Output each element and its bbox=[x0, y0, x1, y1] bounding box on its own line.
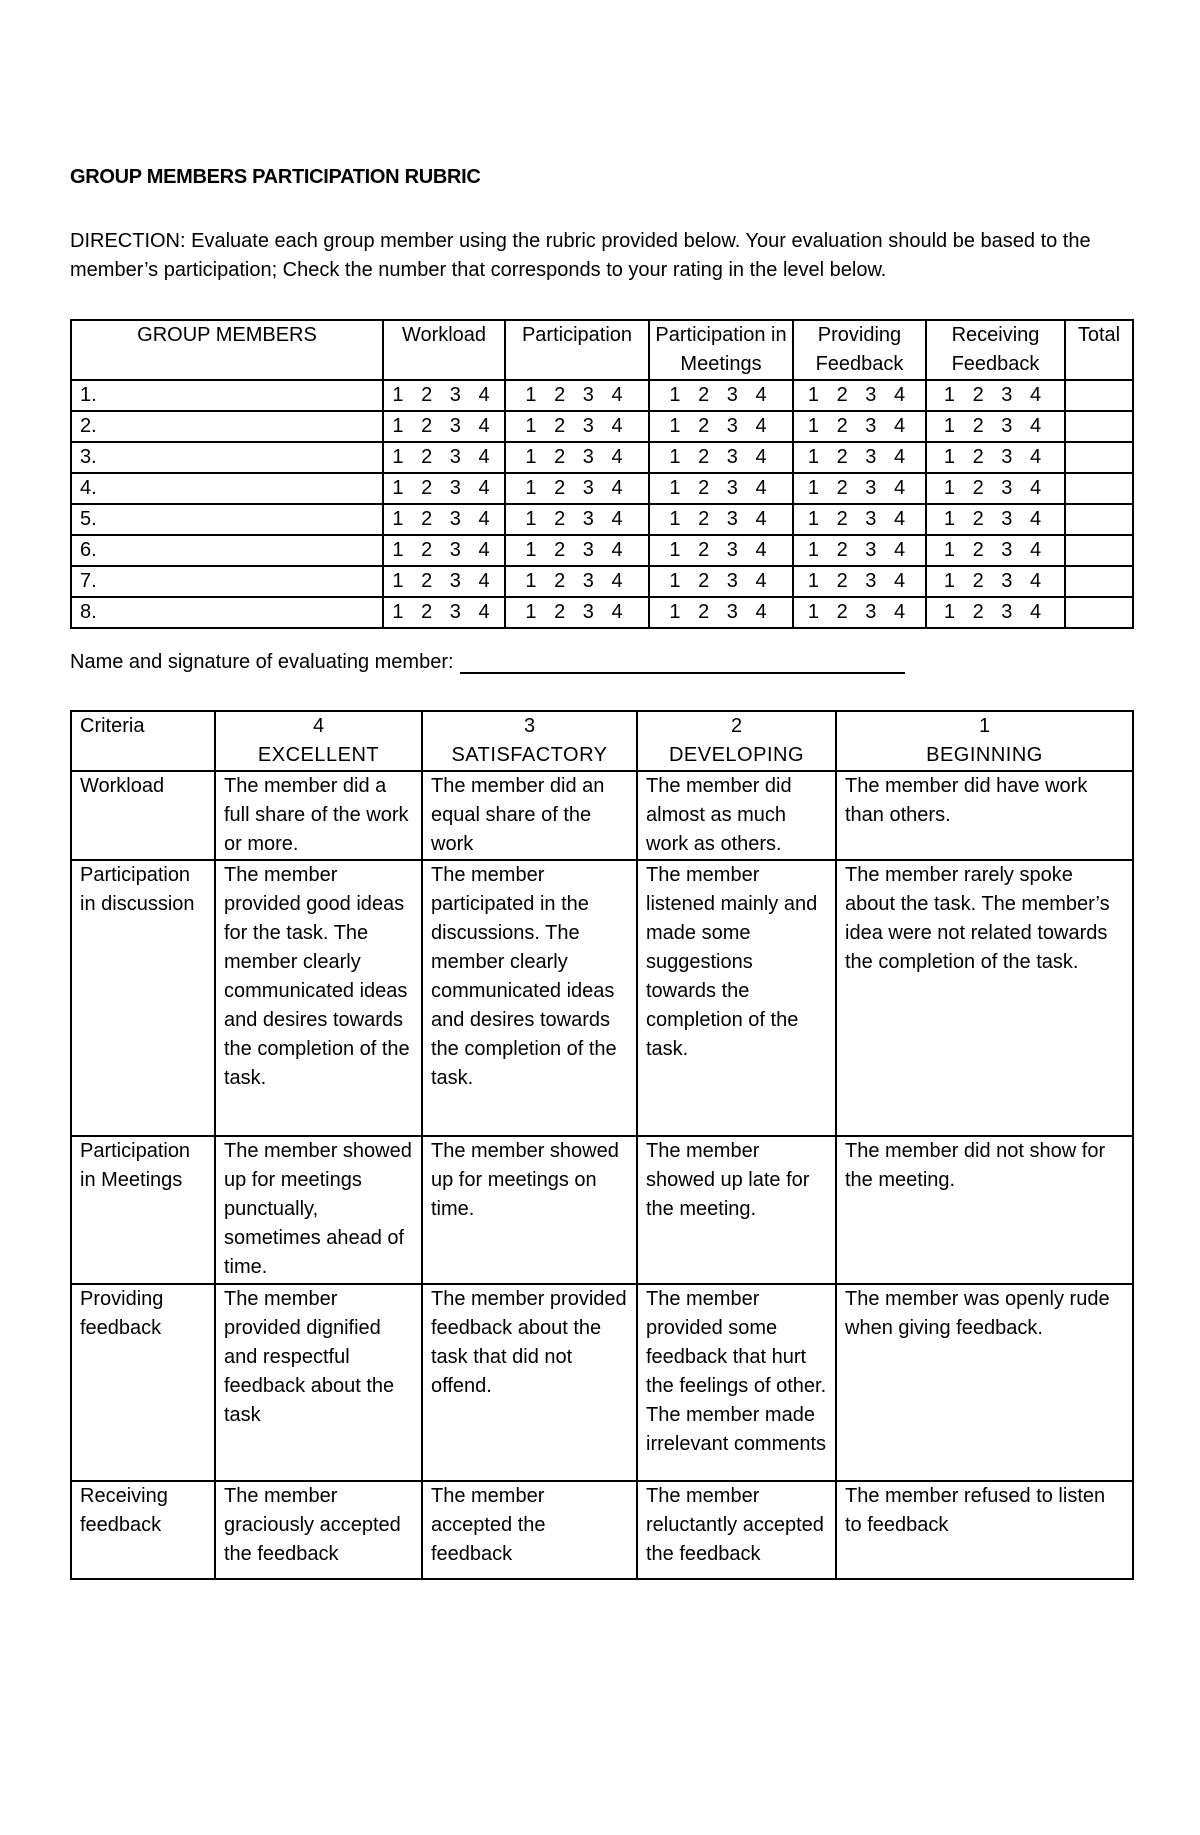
rating-participation-meetings[interactable]: 1 2 3 4 bbox=[649, 473, 793, 504]
rating-participation-meetings[interactable]: 1 2 3 4 bbox=[649, 380, 793, 411]
rating-participation-meetings[interactable]: 1 2 3 4 bbox=[649, 597, 793, 628]
header-criteria: Criteria bbox=[71, 711, 215, 771]
rating-participation[interactable]: 1 2 3 4 bbox=[505, 380, 649, 411]
rating-participation[interactable]: 1 2 3 4 bbox=[505, 566, 649, 597]
header-total: Total bbox=[1065, 320, 1133, 380]
criterion-label: Workload bbox=[71, 771, 215, 860]
level-number: 3 bbox=[523, 715, 536, 737]
header-participation-meetings: Participation in Meetings bbox=[649, 320, 793, 380]
rating-providing-feedback[interactable]: 1 2 3 4 bbox=[793, 442, 926, 473]
rating-workload[interactable]: 1 2 3 4 bbox=[383, 597, 505, 628]
rating-providing-feedback[interactable]: 1 2 3 4 bbox=[793, 566, 926, 597]
member-number: 7. bbox=[71, 566, 383, 597]
member-number: 2. bbox=[71, 411, 383, 442]
rating-workload[interactable]: 1 2 3 4 bbox=[383, 566, 505, 597]
total-cell[interactable] bbox=[1065, 504, 1133, 535]
rating-receiving-feedback[interactable]: 1 2 3 4 bbox=[926, 535, 1065, 566]
rating-receiving-feedback[interactable]: 1 2 3 4 bbox=[926, 473, 1065, 504]
criterion-label: Providing feedback bbox=[71, 1284, 215, 1481]
total-cell[interactable] bbox=[1065, 473, 1133, 504]
criteria-cell: The member provided good ideas for the task. The member clearly communicated ideas and desires towards the completion of the task. bbox=[215, 860, 422, 1136]
header-receiving-feedback: Receiving Feedback bbox=[926, 320, 1065, 380]
criteria-cell: The member did not show for the meeting. bbox=[836, 1136, 1133, 1284]
rating-workload[interactable]: 1 2 3 4 bbox=[383, 535, 505, 566]
criteria-row bbox=[71, 771, 1133, 860]
rating-receiving-feedback[interactable]: 1 2 3 4 bbox=[926, 380, 1065, 411]
level-number: 4 bbox=[312, 715, 325, 737]
criteria-cell: The member provided dignified and respectful feedback about the task bbox=[215, 1284, 422, 1481]
rating-receiving-feedback[interactable]: 1 2 3 4 bbox=[926, 442, 1065, 473]
member-number: 6. bbox=[71, 535, 383, 566]
rating-providing-feedback[interactable]: 1 2 3 4 bbox=[793, 597, 926, 628]
criteria-row bbox=[71, 1136, 1133, 1284]
criteria-row bbox=[71, 1284, 1133, 1481]
member-row bbox=[71, 380, 1133, 411]
level-name: EXCELLENT bbox=[257, 744, 380, 766]
criteria-cell: The member reluctantly accepted the feedback bbox=[637, 1481, 836, 1579]
rating-providing-feedback[interactable]: 1 2 3 4 bbox=[793, 535, 926, 566]
member-number: 4. bbox=[71, 473, 383, 504]
criteria-row bbox=[71, 860, 1133, 1136]
rating-participation-meetings[interactable]: 1 2 3 4 bbox=[649, 442, 793, 473]
criteria-cell: The member participated in the discussions. The member clearly communicated ideas and desires towards the completion of the task. bbox=[422, 860, 637, 1136]
criteria-cell: The member graciously accepted the feedback bbox=[215, 1481, 422, 1579]
criteria-cell: The member rarely spoke about the task. The member’s idea were not related towards the completion of the task. bbox=[836, 860, 1133, 1136]
rating-providing-feedback[interactable]: 1 2 3 4 bbox=[793, 504, 926, 535]
header-level-excellent bbox=[215, 711, 422, 771]
member-row bbox=[71, 535, 1133, 566]
total-cell[interactable] bbox=[1065, 597, 1133, 628]
rating-participation[interactable]: 1 2 3 4 bbox=[505, 504, 649, 535]
rating-participation[interactable]: 1 2 3 4 bbox=[505, 411, 649, 442]
total-cell[interactable] bbox=[1065, 535, 1133, 566]
level-name: DEVELOPING bbox=[668, 744, 805, 766]
rating-providing-feedback[interactable]: 1 2 3 4 bbox=[793, 473, 926, 504]
member-number: 1. bbox=[71, 380, 383, 411]
criteria-cell: The member did have work than others. bbox=[836, 771, 1133, 860]
member-number: 5. bbox=[71, 504, 383, 535]
level-name: SATISFACTORY bbox=[451, 744, 608, 766]
rating-participation[interactable]: 1 2 3 4 bbox=[505, 535, 649, 566]
member-row bbox=[71, 597, 1133, 628]
rating-participation[interactable]: 1 2 3 4 bbox=[505, 597, 649, 628]
criteria-cell: The member listened mainly and made some suggestions towards the completion of the task. bbox=[637, 860, 836, 1136]
criteria-cell: The member provided feedback about the task that did not offend. bbox=[422, 1284, 637, 1481]
criteria-cell: The member was openly rude when giving feedback. bbox=[836, 1284, 1133, 1481]
rating-receiving-feedback[interactable]: 1 2 3 4 bbox=[926, 566, 1065, 597]
criteria-row bbox=[71, 1481, 1133, 1579]
member-row bbox=[71, 566, 1133, 597]
total-cell[interactable] bbox=[1065, 411, 1133, 442]
member-row bbox=[71, 473, 1133, 504]
rating-participation-meetings[interactable]: 1 2 3 4 bbox=[649, 411, 793, 442]
member-number: 8. bbox=[71, 597, 383, 628]
criteria-rubric-table bbox=[70, 710, 1134, 1580]
rating-receiving-feedback[interactable]: 1 2 3 4 bbox=[926, 597, 1065, 628]
rating-workload[interactable]: 1 2 3 4 bbox=[383, 504, 505, 535]
signature-line[interactable] bbox=[460, 650, 905, 674]
rating-providing-feedback[interactable]: 1 2 3 4 bbox=[793, 411, 926, 442]
member-row bbox=[71, 504, 1133, 535]
criteria-cell: The member provided some feedback that hurt the feelings of other. The member made irrelevant comments bbox=[637, 1284, 836, 1481]
header-level-satisfactory bbox=[422, 711, 637, 771]
member-row bbox=[71, 411, 1133, 442]
header-providing-feedback: Providing Feedback bbox=[793, 320, 926, 380]
criteria-cell: The member accepted the feedback bbox=[422, 1481, 637, 1579]
criterion-label: Participation in discussion bbox=[71, 860, 215, 1136]
direction-text: DIRECTION: Evaluate each group member using the rubric provided below. Your evaluation should be based to the member’s participation; Check the number that corresponds to your rating in the level below. bbox=[70, 230, 1091, 281]
criteria-cell: The member refused to listen to feedback bbox=[836, 1481, 1133, 1579]
criteria-cell: The member did a full share of the work or more. bbox=[215, 771, 422, 860]
group-members-rating-table bbox=[70, 319, 1134, 629]
signature-label: Name and signature of evaluating member: bbox=[70, 651, 454, 673]
criterion-label: Participation in Meetings bbox=[71, 1136, 215, 1284]
criteria-cell: The member showed up for meetings punctually, sometimes ahead of time. bbox=[215, 1136, 422, 1284]
header-level-beginning bbox=[836, 711, 1133, 771]
rating-participation-meetings[interactable]: 1 2 3 4 bbox=[649, 566, 793, 597]
level-number: 2 bbox=[730, 715, 743, 737]
level-number: 1 bbox=[978, 715, 991, 737]
page-title: GROUP MEMBERS PARTICIPATION RUBRIC bbox=[70, 166, 481, 188]
rating-workload[interactable]: 1 2 3 4 bbox=[383, 473, 505, 504]
total-cell[interactable] bbox=[1065, 566, 1133, 597]
rating-workload[interactable]: 1 2 3 4 bbox=[383, 411, 505, 442]
criteria-cell: The member showed up late for the meeting. bbox=[637, 1136, 836, 1284]
rating-participation-meetings[interactable]: 1 2 3 4 bbox=[649, 535, 793, 566]
rating-participation-meetings[interactable]: 1 2 3 4 bbox=[649, 504, 793, 535]
total-cell[interactable] bbox=[1065, 380, 1133, 411]
criteria-cell: The member showed up for meetings on time. bbox=[422, 1136, 637, 1284]
rating-receiving-feedback[interactable]: 1 2 3 4 bbox=[926, 411, 1065, 442]
header-level-developing bbox=[637, 711, 836, 771]
criteria-cell: The member did almost as much work as others. bbox=[637, 771, 836, 860]
header-participation: Participation bbox=[505, 320, 649, 380]
rating-participation[interactable]: 1 2 3 4 bbox=[505, 473, 649, 504]
rating-providing-feedback[interactable]: 1 2 3 4 bbox=[793, 380, 926, 411]
header-group-members: GROUP MEMBERS bbox=[71, 320, 383, 380]
criteria-cell: The member did an equal share of the work bbox=[422, 771, 637, 860]
header-workload: Workload bbox=[383, 320, 505, 380]
criterion-label: Receiving feedback bbox=[71, 1481, 215, 1579]
member-number: 3. bbox=[71, 442, 383, 473]
member-row bbox=[71, 442, 1133, 473]
level-name: BEGINNING bbox=[926, 744, 1043, 766]
rating-participation[interactable]: 1 2 3 4 bbox=[505, 442, 649, 473]
rating-receiving-feedback[interactable]: 1 2 3 4 bbox=[926, 504, 1065, 535]
total-cell[interactable] bbox=[1065, 442, 1133, 473]
rating-workload[interactable]: 1 2 3 4 bbox=[383, 380, 505, 411]
rating-workload[interactable]: 1 2 3 4 bbox=[383, 442, 505, 473]
signature-field bbox=[70, 650, 905, 674]
